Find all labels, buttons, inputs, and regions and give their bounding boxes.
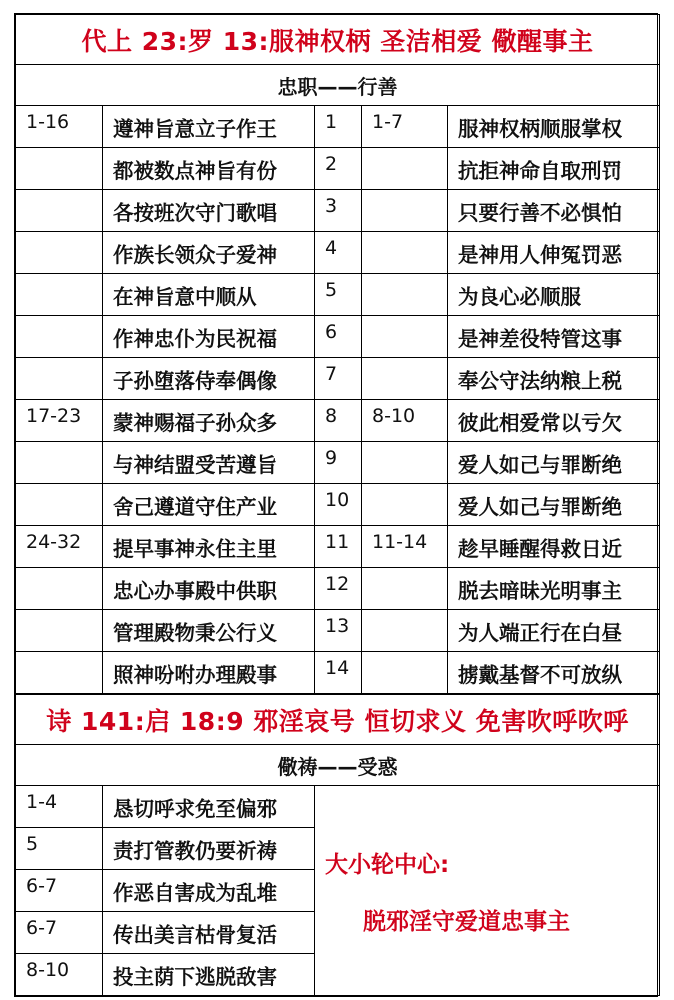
- outline-table-1: [15, 14, 660, 694]
- verse-range: [16, 442, 103, 484]
- table-row: [16, 568, 660, 610]
- table-row: [16, 484, 660, 526]
- verse-range: [16, 652, 103, 694]
- romans-line: 为人端正行在白昼: [448, 610, 660, 652]
- section1-title: 代上 23:罗 13:服神权柄 圣洁相爱 儆醒事主: [16, 15, 660, 65]
- line-number: 6: [315, 316, 362, 358]
- romans-line: 爱人如己与罪断绝: [448, 484, 660, 526]
- chronicles-line: 都被数点神旨有份: [103, 148, 315, 190]
- line-number: 3: [315, 190, 362, 232]
- verse-range: [16, 232, 103, 274]
- verse-range: [16, 484, 103, 526]
- chronicles-line: 忠心办事殿中供职: [103, 568, 315, 610]
- chronicles-line: 照神吩咐办理殿事: [103, 652, 315, 694]
- section2-subtitle: 儆祷——受惑: [16, 745, 660, 786]
- verse-range: [16, 610, 103, 652]
- verse-range: [16, 358, 103, 400]
- verse-range-2: [362, 442, 448, 484]
- line-number: 9: [315, 442, 362, 484]
- verse-range: [16, 316, 103, 358]
- verse-range: [16, 568, 103, 610]
- table-row: [16, 190, 660, 232]
- verse-range-2: [362, 274, 448, 316]
- chronicles-line: 提早事神永住主里: [103, 526, 315, 568]
- romans-line: 奉公守法纳粮上税: [448, 358, 660, 400]
- table-row: [16, 442, 660, 484]
- wheel-center-label: 大小轮中心:: [325, 851, 450, 878]
- table-row: [16, 148, 660, 190]
- verse-range: 8-10: [16, 954, 103, 996]
- romans-line: 抗拒神命自取刑罚: [448, 148, 660, 190]
- romans-line: 脱去暗昧光明事主: [448, 568, 660, 610]
- verse-range-2: [362, 652, 448, 694]
- line-number: 10: [315, 484, 362, 526]
- table-row: [16, 400, 660, 442]
- table-row: [16, 274, 660, 316]
- chronicles-line: 作神忠仆为民祝福: [103, 316, 315, 358]
- chronicles-line: 各按班次守门歌唱: [103, 190, 315, 232]
- verse-range: 6-7: [16, 912, 103, 954]
- line-number: 2: [315, 148, 362, 190]
- psalm-line: 作恶自害成为乱堆: [103, 870, 315, 912]
- verse-range: 24-32: [16, 526, 103, 568]
- verse-range-2: 8-10: [362, 400, 448, 442]
- table-row: [16, 526, 660, 568]
- verse-range-2: [362, 316, 448, 358]
- chronicles-line: 遵神旨意立子作王: [103, 106, 315, 148]
- verse-range: [16, 148, 103, 190]
- romans-line: 为良心必顺服: [448, 274, 660, 316]
- romans-line: 彼此相爱常以亏欠: [448, 400, 660, 442]
- verse-range-2: [362, 358, 448, 400]
- line-number: 14: [315, 652, 362, 694]
- table-row: [16, 316, 660, 358]
- table-row: [16, 610, 660, 652]
- psalm-line: 投主荫下逃脱敌害: [103, 954, 315, 996]
- verse-range: 5: [16, 828, 103, 870]
- chronicles-line: 子孙堕落侍奉偶像: [103, 358, 315, 400]
- verse-range-2: 1-7: [362, 106, 448, 148]
- line-number: 13: [315, 610, 362, 652]
- chronicles-line: 作族长领众子爱神: [103, 232, 315, 274]
- chronicles-line: 舍己遵道守住产业: [103, 484, 315, 526]
- verse-range-2: 11-14: [362, 526, 448, 568]
- outline-sheet: [14, 13, 658, 997]
- chronicles-line: 在神旨意中顺从: [103, 274, 315, 316]
- verse-range-2: [362, 568, 448, 610]
- psalm-line: 传出美言枯骨复活: [103, 912, 315, 954]
- psalm-line: 恳切呼求免至偏邪: [103, 786, 315, 828]
- verse-range: [16, 190, 103, 232]
- line-number: 12: [315, 568, 362, 610]
- table-row: [16, 106, 660, 148]
- line-number: 7: [315, 358, 362, 400]
- verse-range-2: [362, 610, 448, 652]
- romans-line: 只要行善不必惧怕: [448, 190, 660, 232]
- chronicles-line: 与神结盟受苦遵旨: [103, 442, 315, 484]
- romans-line: 掳戴基督不可放纵: [448, 652, 660, 694]
- verse-range: 1-4: [16, 786, 103, 828]
- section1-subtitle: 忠职——行善: [16, 65, 660, 106]
- verse-range-2: [362, 484, 448, 526]
- table-row: [16, 358, 660, 400]
- romans-line: 是神差役特管这事: [448, 316, 660, 358]
- section2-title: 诗 141:启 18:9 邪淫哀号 恒切求义 免害吹呼吹呼: [16, 695, 660, 745]
- romans-line: 趁早睡醒得救日近: [448, 526, 660, 568]
- romans-line: 爱人如己与罪断绝: [448, 442, 660, 484]
- table-row: [16, 232, 660, 274]
- table-row: [16, 652, 660, 694]
- chronicles-line: 管理殿物秉公行义: [103, 610, 315, 652]
- line-number: 11: [315, 526, 362, 568]
- wheel-center-text: 脱邪淫守爱道忠事主: [363, 908, 570, 935]
- romans-line: 服神权柄顺服掌权: [448, 106, 660, 148]
- line-number: 5: [315, 274, 362, 316]
- verse-range-2: [362, 190, 448, 232]
- verse-range: [16, 274, 103, 316]
- outline-table-2: [15, 694, 660, 996]
- line-number: 8: [315, 400, 362, 442]
- psalm-line: 责打管教仍要祈祷: [103, 828, 315, 870]
- table-row: [16, 786, 660, 828]
- verse-range: 17-23: [16, 400, 103, 442]
- verse-range: 1-16: [16, 106, 103, 148]
- chronicles-line: 蒙神赐福子孙众多: [103, 400, 315, 442]
- line-number: 1: [315, 106, 362, 148]
- verse-range: 6-7: [16, 870, 103, 912]
- verse-range-2: [362, 232, 448, 274]
- wheel-center-box: [315, 786, 660, 996]
- verse-range-2: [362, 148, 448, 190]
- romans-line: 是神用人伸冤罚恶: [448, 232, 660, 274]
- line-number: 4: [315, 232, 362, 274]
